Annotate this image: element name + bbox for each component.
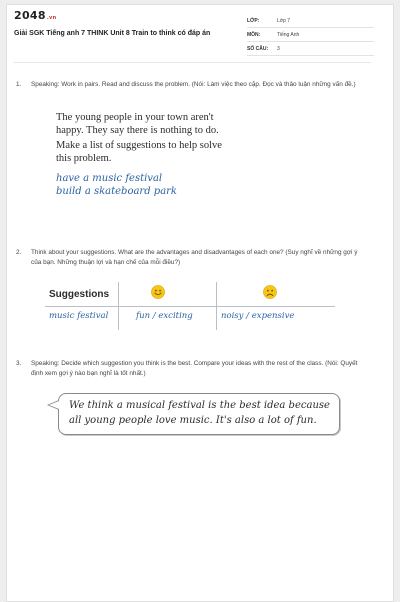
- suggestions-table: [45, 280, 335, 332]
- speech-bubble: [58, 393, 340, 435]
- meta-class-value: Lớp 7: [277, 18, 291, 24]
- speech-line-2: all young people love music. It's also a lot of fun.: [69, 415, 317, 426]
- question-2: [16, 248, 368, 268]
- problem-text: The young people in your town aren't happy. They say there is nothing to do.: [56, 112, 219, 136]
- table-header-suggestions: Suggestions: [49, 289, 110, 300]
- table-column-divider: [118, 282, 119, 330]
- question-2-text: Think about your suggestions. What are the advantages and disadvantages of each one? (Suy nghĩ về những gợi ý của bạn. Những thuận lợi và hạn chế của mỗi điều?): [31, 249, 358, 266]
- table-column-divider: [216, 282, 217, 330]
- meta-count-value: 3: [277, 46, 280, 52]
- speech-line-1: We think a musical festival is the best idea because: [69, 400, 330, 411]
- site-logo[interactable]: 2048.vn: [14, 9, 57, 22]
- problem-task: Make a list of suggestions to help solve this problem.: [56, 140, 222, 164]
- question-3-text: Speaking: Decide which suggestion you think is the best. Compare your ideas with the rest of the class. (Nói: Quyết định xem gợi ý nào bạn nghĩ là tốt nhất.): [31, 360, 358, 377]
- answer-item: build a skateboard park: [56, 185, 177, 197]
- question-1-text: Speaking: Work in pairs. Read and discuss the problem. (Nói: Làm việc theo cặp. Đọc và thảo luận những vấn đề.): [31, 81, 356, 88]
- table-divider: [45, 306, 335, 307]
- meta-class-row: [247, 14, 374, 28]
- meta-class-key: LỚP:: [247, 18, 260, 24]
- speech-bubble-tail-fill: [49, 401, 59, 409]
- answer-item: have a music festival: [56, 173, 163, 184]
- question-3: [16, 359, 368, 379]
- table-cell-disadvantages: noisy / expensive: [221, 311, 295, 321]
- table-cell-suggestion: music festival: [49, 311, 109, 321]
- meta-subject-value: Tiếng Anh: [277, 32, 300, 38]
- sad-face-icon: [263, 285, 277, 299]
- happy-face-icon: [151, 285, 165, 299]
- question-1: [16, 80, 368, 90]
- meta-subject-key: MÔN:: [247, 32, 261, 38]
- header-divider: [14, 62, 371, 63]
- document-title: Giải SGK Tiếng anh 7 THINK Unit 8 Train to think có đáp án: [14, 30, 211, 37]
- question-2-number: 2.: [16, 249, 22, 256]
- problem-box: [56, 112, 236, 198]
- table-cell-advantages: fun / exciting: [136, 311, 193, 321]
- question-1-number: 1.: [16, 81, 22, 88]
- question-3-number: 3.: [16, 360, 22, 367]
- meta-count-key: SỐ CÂU:: [247, 46, 269, 52]
- meta-subject-row: [247, 28, 374, 42]
- meta-count-row: [247, 42, 374, 56]
